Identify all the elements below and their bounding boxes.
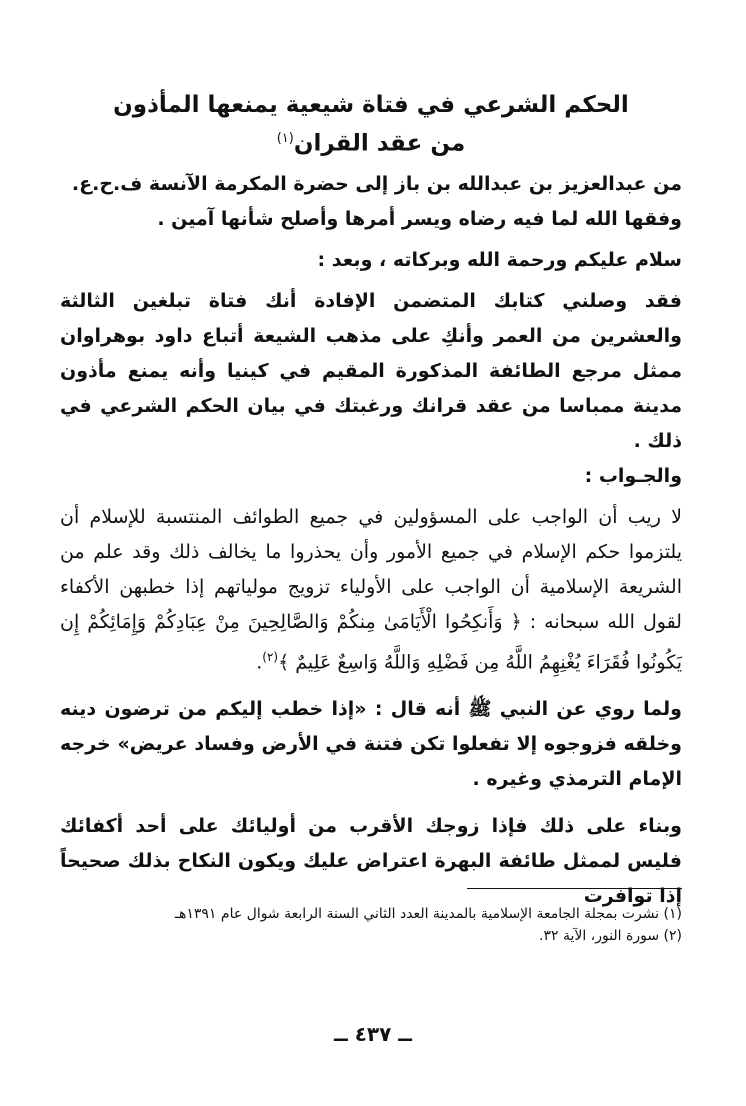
ruling-paragraph: وبناء على ذلك فإذا زوجك الأقرب من أوليائك على أحد أكفائك فليس لممثل طائفة البهرة اعتراض عليك ويكون النكاح بذلك صحيحاً إذا توافرت — [60, 814, 682, 907]
footnote-1: (١) نشرت بمجلة الجامعة الإسلامية بالمدينة العدد الثاني السنة الرابعة شوال عام ١٣٩١هـ — [174, 906, 682, 922]
title-line-2: من عقد القران — [293, 130, 466, 157]
quran-open-bracket: ﴿ — [510, 610, 522, 633]
hadith-paragraph: ولما روي عن النبي ﷺ أنه قال : «إذا خطب إليكم من ترضون دينه وخلقه فزوجوه إلا تفعلوا تكن فتنة في الأرض وفساد عريض» خرجه الإمام الترمذي وغيره . — [60, 697, 682, 790]
answer-text: لا ريب أن الواجب على المسؤولين في جميع الطوائف المنتسبة للإسلام أن يلتزموا حكم الإسلام في جميع الأمور وأن يحذروا ما يخالف ذلك وقد علم من الشريعة الإسلامية أن الواجب على الأولياء تزويج مولياتهم إذا خطبهن الأكفاء لقول الله سبحانه : — [60, 505, 682, 633]
letter-summary: فقد وصلني كتابك المتضمن الإفادة أنك فتاة تبلغين الثالثة والعشرين من العمر وأنكِ على مذهب الشيعة أتباع داود بوهراوان ممثل مرجع الطائفة المذكورة المقيم في كينيا وأنه يمنع مأذون مدينة ممباسا من عقد قرانك ورغبتك في بيان الحكم الشرعي في ذلك . — [60, 289, 682, 452]
answer-heading: والجـواب : — [584, 464, 682, 487]
footnotes — [60, 888, 682, 947]
answer-paragraph: لا ريب أن الواجب على المسؤولين في جميع الطوائف المنتسبة للإسلام أن يلتزموا حكم الإسلام في جميع الأمور وأن يحذروا ما يخالف ذلك وقد علم من الشريعة الإسلامية أن الواجب على الأولياء تزويج مولياتهم إذا خطبهن الأكفاء لقول الله سبحانه : ﴿ وَأَنكِحُوا الْأَيَامَىٰ مِنكُمْ وَالصَّالِحِينَ مِنْ عِبَادِكُمْ وَإِمَائِكُمْ إِن يَكُونُوا فُقَرَاءَ يُغْنِهِمُ اللَّهُ مِن فَضْلِهِ وَاللَّهُ وَاسِعٌ عَلِيمٌ ﴾$^{(٢)}$. — [60, 505, 682, 673]
salutation-from: من عبدالعزيز بن عبدالله بن باز إلى حضرة المكرمة الآنسة ف.ح.ع. — [71, 172, 682, 195]
greeting: سلام عليكم ورحمة الله وبركاته ، وبعد : — [317, 248, 682, 271]
page-body — [60, 88, 682, 914]
page-number: ــ ٤٣٧ ــ — [334, 1022, 412, 1046]
quran-footnote-marker: (٢) — [262, 649, 279, 664]
salutation-prayer: وفقها الله لما فيه رضاه ويسر أمرها وأصلح شأنها آمين . — [157, 207, 682, 230]
title-footnote-marker: (١) — [276, 131, 294, 146]
footnote-divider — [467, 888, 682, 889]
quran-close-bracket: ﴾ — [278, 650, 290, 673]
title-line-1: الحكم الشرعي في فتاة شيعية يمنعها المأذون — [113, 92, 629, 118]
quran-verse: وَأَنكِحُوا الْأَيَامَىٰ مِنكُمْ وَالصَّالِحِينَ مِنْ عِبَادِكُمْ وَإِمَائِكُمْ إِن يَكُونُوا فُقَرَاءَ يُغْنِهِمُ اللَّهُ مِن فَضْلِهِ وَاللَّهُ وَاسِعٌ عَلِيمٌ — [60, 610, 682, 673]
footnote-2: (٢) سورة النور، الآية ٣٢. — [539, 928, 682, 944]
page-title — [60, 88, 682, 161]
